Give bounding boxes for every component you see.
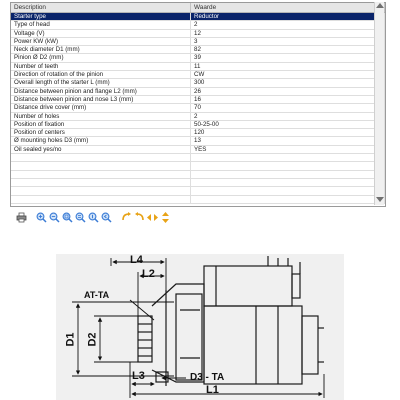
table-cell-value: 3 [191, 38, 385, 45]
table-cell-description [11, 196, 191, 203]
spec-table [10, 2, 386, 207]
table-cell-value [191, 154, 385, 161]
table-row[interactable] [11, 113, 385, 121]
table-cell-value: 2 [191, 113, 385, 120]
dimension-label-l3: L3 [132, 370, 145, 382]
table-row[interactable] [11, 63, 385, 71]
table-row[interactable] [11, 146, 385, 154]
dimension-label-at-ta: AT-TA [84, 290, 110, 300]
table-cell-value: 2 [191, 21, 385, 28]
table-cell-value [191, 196, 385, 203]
table-cell-value: 120 [191, 129, 385, 136]
table-cell-description: Distance between pinion and nose L3 (mm) [11, 96, 191, 103]
table-cell-description: Pinion Ø D2 (mm) [11, 54, 191, 61]
rotate-right-icon [134, 212, 145, 223]
dimension-label-d2: D2 [86, 332, 99, 347]
zoom-actual-size-button[interactable] [88, 212, 99, 223]
table-scrollbar[interactable] [374, 2, 384, 205]
scroll-down-icon[interactable] [376, 197, 384, 202]
table-row[interactable] [11, 30, 385, 38]
flip-horizontal-button[interactable] [147, 212, 158, 223]
table-cell-description [11, 162, 191, 169]
table-cell-value: 11 [191, 63, 385, 70]
rotate-right-button[interactable] [134, 212, 145, 223]
table-cell-description: Distance drive cover (mm) [11, 104, 191, 111]
dimension-label-l2: L2 [142, 268, 155, 280]
table-cell-value: 16 [191, 96, 385, 103]
table-cell-description [11, 171, 191, 178]
table-cell-description: Distance between pinion and flange L2 (mm) [11, 88, 191, 95]
dimension-label-l4: L4 [130, 254, 143, 266]
zoom-out-icon [49, 212, 60, 223]
printer-icon [16, 212, 27, 223]
flip-vertical-icon [160, 212, 171, 223]
dimension-label-l1: L1 [206, 384, 219, 396]
table-cell-description: Neck diameter D1 (mm) [11, 46, 191, 53]
zoom-previous-button[interactable] [101, 212, 112, 223]
flip-horizontal-icon [147, 212, 158, 223]
table-row[interactable] [11, 162, 385, 170]
table-body [11, 13, 385, 204]
table-row[interactable] [11, 179, 385, 187]
table-cell-value: 82 [191, 46, 385, 53]
scroll-up-icon[interactable] [376, 3, 384, 8]
table-cell-value: Reductor [191, 13, 385, 20]
column-header-description[interactable]: Description [11, 3, 191, 12]
table-row[interactable] [11, 104, 385, 112]
starter-dimension-drawing [56, 254, 344, 400]
zoom-actual-size-icon [88, 212, 99, 223]
table-row[interactable] [11, 71, 385, 79]
table-row[interactable] [11, 13, 385, 21]
table-cell-description: Number of holes [11, 113, 191, 120]
table-cell-description: Power KW (kW) [11, 38, 191, 45]
table-cell-description: Overall length of the starter L (mm) [11, 79, 191, 86]
table-cell-description: Ø mounting holes D3 (mm) [11, 137, 191, 144]
table-cell-value: 26 [191, 88, 385, 95]
table-cell-value: 13 [191, 137, 385, 144]
flip-vertical-button[interactable] [160, 212, 171, 223]
table-row[interactable] [11, 196, 385, 204]
table-cell-description: Direction of rotation of the pinion [11, 71, 191, 78]
table-cell-value: 12 [191, 30, 385, 37]
zoom-in-button[interactable] [36, 212, 47, 223]
table-cell-description: Position of centers [11, 129, 191, 136]
table-cell-value [191, 179, 385, 186]
table-header [11, 3, 385, 13]
table-cell-description: Oil sealed yes/no [11, 146, 191, 153]
dimension-label-d3-ta: D3 - TA [190, 372, 225, 383]
zoom-out-button[interactable] [49, 212, 60, 223]
zoom-region-icon [62, 212, 73, 223]
table-cell-value: YES [191, 146, 385, 153]
table-row[interactable] [11, 137, 385, 145]
print-button[interactable] [16, 212, 27, 223]
table-row[interactable] [11, 129, 385, 137]
table-cell-value: CW [191, 71, 385, 78]
table-cell-value [191, 187, 385, 194]
table-row[interactable] [11, 187, 385, 195]
table-cell-description: Position of fixation [11, 121, 191, 128]
table-row[interactable] [11, 88, 385, 96]
table-cell-description [11, 179, 191, 186]
table-cell-description: Voltage (V) [11, 30, 191, 37]
table-row[interactable] [11, 79, 385, 87]
table-cell-value: 39 [191, 54, 385, 61]
table-cell-description: Type of head [11, 21, 191, 28]
table-cell-description [11, 187, 191, 194]
table-cell-value: 300 [191, 79, 385, 86]
dimension-label-d1: D1 [64, 332, 77, 347]
table-cell-value: 50-25-00 [191, 121, 385, 128]
drawing-toolbar [16, 210, 171, 224]
table-row[interactable] [11, 96, 385, 104]
table-cell-description: Number of teeth [11, 63, 191, 70]
table-row[interactable] [11, 171, 385, 179]
table-row[interactable] [11, 154, 385, 162]
table-cell-value [191, 171, 385, 178]
rotate-left-button[interactable] [121, 212, 132, 223]
zoom-previous-icon [101, 212, 112, 223]
zoom-fit-button[interactable] [75, 212, 86, 223]
table-cell-description: Starter type [11, 13, 191, 20]
table-row[interactable] [11, 38, 385, 46]
table-cell-value [191, 162, 385, 169]
table-cell-description [11, 154, 191, 161]
rotate-left-icon [121, 212, 132, 223]
zoom-fit-icon [75, 212, 86, 223]
zoom-in-icon [36, 212, 47, 223]
zoom-region-button[interactable] [62, 212, 73, 223]
column-header-value[interactable]: Waarde [191, 3, 385, 12]
table-row[interactable] [11, 46, 385, 54]
table-cell-value: 70 [191, 104, 385, 111]
table-row[interactable] [11, 21, 385, 29]
table-row[interactable] [11, 54, 385, 62]
table-row[interactable] [11, 121, 385, 129]
